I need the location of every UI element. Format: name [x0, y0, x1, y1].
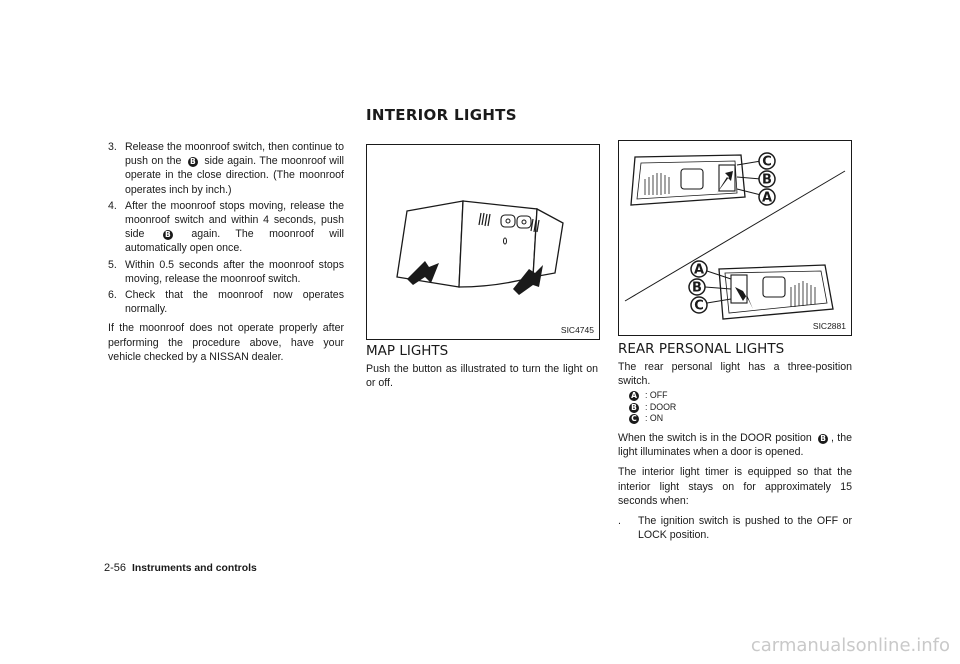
moonroof-steps — [108, 140, 344, 364]
rear-lights-heading: REAR PERSONAL LIGHTS — [618, 341, 785, 357]
map-light-figure — [366, 144, 600, 340]
step-text-cont: again. The moonroof will automatically open once. — [125, 228, 344, 255]
callout-c-marker — [691, 297, 707, 314]
rear-light-figure — [618, 140, 852, 336]
step-text: Check that the moonroof now operates normally. — [125, 289, 344, 316]
position-list — [626, 390, 852, 425]
callout-b-badge: B — [163, 230, 173, 240]
step-text: After the moonroof stops moving, release the moonroof switch and within 4 seconds, push side — [125, 199, 344, 241]
step-3 — [108, 140, 344, 197]
map-light-illustration — [367, 145, 599, 339]
bullet-item — [618, 514, 852, 542]
door-text-pre: When the switch is in the DOOR position — [618, 431, 812, 444]
bullet-mark: . — [618, 514, 621, 527]
timer-text: The interior light timer is equipped so that the interior light stays on for approximately 15 seconds when: — [618, 466, 852, 507]
step-4 — [108, 199, 344, 256]
figure-code: SIC4745 — [560, 325, 594, 335]
position-on — [626, 413, 852, 425]
rear-lights-body — [618, 360, 852, 542]
svg-text:C: C — [694, 298, 704, 314]
position-label: : DOOR — [645, 401, 677, 412]
svg-text:C: C — [762, 154, 772, 170]
rear-light-illustration — [619, 141, 851, 335]
svg-text:B: B — [692, 280, 702, 296]
callout-b-marker — [759, 171, 775, 188]
callout-b-badge: B — [818, 434, 828, 444]
bullet-text: The ignition switch is pushed to the OFF or LOCK position. — [638, 514, 852, 542]
position-label: : ON — [645, 413, 664, 424]
step-text-cont: side again. The moonroof will operate in the close direction. (The moonroof operates inch by inch.) — [125, 155, 344, 196]
position-off — [626, 390, 852, 402]
step-number: 3. — [108, 141, 117, 153]
watermark: carmanualsonline.info — [750, 635, 950, 656]
svg-text:A: A — [693, 262, 705, 278]
dealer-note: If the moonroof does not operate properly after performing the procedure above, have your vehicle checked by a NISSAN dealer. — [108, 322, 344, 363]
door-position-text — [618, 431, 852, 459]
svg-text:B: B — [762, 172, 772, 188]
callout-b-badge: B — [188, 157, 198, 167]
step-text: Within 0.5 seconds after the moonroof stops moving, release the moonroof switch. — [125, 258, 344, 285]
map-lights-heading: MAP LIGHTS — [366, 343, 449, 359]
position-door — [626, 402, 852, 414]
callout-c-marker — [759, 153, 775, 170]
door-text-post: , the light illuminates when a door is opened. — [618, 431, 853, 459]
map-lights-text: Push the button as illustrated to turn the light on or off. — [366, 363, 598, 390]
step-6 — [108, 288, 344, 316]
callout-a-marker — [691, 261, 707, 278]
callout-b-badge: B — [629, 403, 639, 413]
svg-text:A: A — [761, 190, 773, 206]
section-title: INTERIOR LIGHTS — [366, 106, 517, 124]
position-label: : OFF — [645, 390, 668, 401]
callout-c-badge: C — [629, 414, 639, 424]
page-footer — [104, 562, 257, 574]
step-number: 4. — [108, 199, 117, 212]
step-number: 5. — [108, 258, 117, 271]
callout-a-marker — [759, 189, 775, 206]
step-5 — [108, 258, 344, 286]
step-number: 6. — [108, 289, 117, 302]
step-text: Release the moonroof switch, then continue to push on the — [125, 141, 344, 168]
footer-section: Instruments and controls — [132, 563, 257, 574]
figure-code: SIC2881 — [812, 321, 846, 331]
page-number: 2-56 — [104, 562, 127, 574]
callout-b-marker — [689, 279, 705, 296]
rear-lights-intro: The rear personal light has a three-position switch. — [618, 361, 852, 388]
callout-a-badge: A — [629, 391, 639, 401]
